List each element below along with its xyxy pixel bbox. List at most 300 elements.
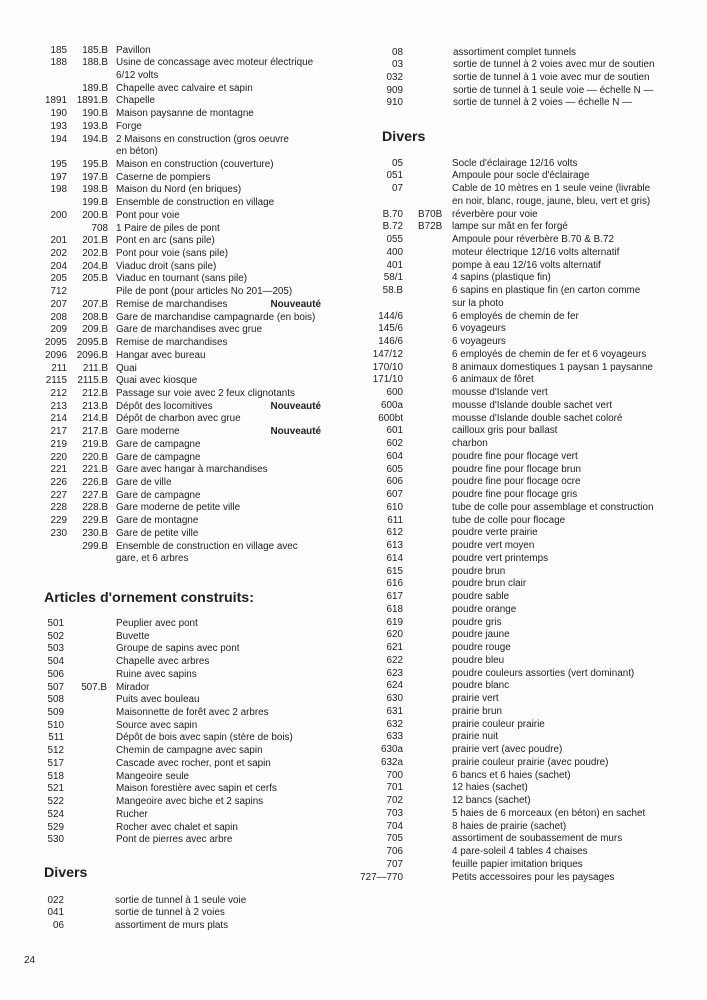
list-item	[0, 808, 707, 821]
list-item	[0, 260, 707, 273]
article-number: 700	[386, 769, 403, 781]
article-description: Gare moderne de petite ville	[116, 502, 241, 514]
list-item	[0, 731, 707, 744]
article-reference: 202.B	[82, 248, 108, 260]
article-number: 205	[50, 273, 67, 285]
article-number: 633	[386, 731, 403, 743]
article-number: 706	[386, 846, 403, 857]
list-item	[0, 183, 707, 196]
article-description: Forge	[116, 120, 142, 132]
article-description: Maison en construction (couverture)	[116, 158, 274, 170]
article-description: Buvette	[116, 630, 150, 642]
article-description: Hangar avec bureau	[116, 349, 206, 361]
article-number: 229	[50, 515, 67, 527]
list-item	[0, 121, 707, 134]
article-description: Gare de petite ville	[116, 527, 199, 539]
article-description: lampe sur mât en fer forgé	[452, 221, 568, 233]
article-description: sortie de tunnel à 2 voies	[115, 907, 225, 919]
article-reference: B72B	[418, 221, 443, 233]
article-description: poudre orange	[452, 603, 517, 615]
article-number: 503	[47, 643, 64, 655]
article-number: 032	[386, 71, 403, 83]
article-description: Viaduc en tournant (sans pile)	[116, 273, 248, 285]
article-number: 200	[50, 209, 67, 221]
article-number: 227	[50, 489, 67, 501]
article-reference: 221.B	[82, 464, 108, 476]
article-number: 704	[386, 820, 403, 832]
list-item	[0, 221, 707, 234]
list-item	[0, 387, 707, 400]
article-description: Remise de marchandises	[116, 298, 228, 310]
article-number: 522	[47, 796, 64, 808]
list-item	[0, 757, 707, 770]
article-number: 204	[50, 260, 67, 272]
article-description: prairie couleur prairie	[452, 718, 545, 730]
article-description: poudre couleurs assorties (vert dominant)	[452, 667, 635, 679]
article-reference: 205.B	[82, 273, 108, 285]
list-item	[0, 97, 707, 110]
article-reference: 188.B	[82, 57, 108, 69]
article-number: 632a	[381, 756, 403, 768]
article-reference: 214.B	[82, 413, 108, 425]
article-reference: 220.B	[82, 451, 108, 463]
article-number: 601	[386, 425, 403, 437]
list-item	[0, 44, 707, 60]
article-description: Dépôt des locomitives	[116, 400, 213, 412]
article-reference: 219.B	[82, 438, 108, 450]
article-description: Gare moderne	[116, 426, 180, 438]
article-description: Maison paysanne de montagne	[116, 108, 254, 120]
article-description: charbon	[452, 438, 488, 449]
article-description: Chapelle	[116, 95, 155, 107]
article-number: 507	[47, 681, 64, 693]
article-number: 518	[47, 770, 64, 782]
list-item	[0, 438, 707, 451]
article-reference: 189.B	[82, 82, 108, 94]
article-description: Source avec sapin	[116, 719, 198, 731]
article-number: 617	[386, 591, 403, 602]
article-number: 07	[392, 183, 403, 194]
article-reference: 197.B	[82, 171, 108, 183]
article-description: 6 voyageurs	[452, 336, 506, 347]
article-reference: 207.B	[82, 298, 108, 310]
article-reference: 299.B	[82, 540, 108, 552]
article-number: 621	[386, 642, 403, 653]
article-number: 610	[386, 501, 403, 513]
article-number: 707	[386, 858, 403, 870]
list-item	[0, 604, 707, 617]
article-number: 58/1	[383, 272, 403, 284]
article-number: 190	[50, 108, 67, 120]
list-item	[0, 234, 707, 247]
list-item	[0, 795, 707, 808]
article-reference: 199.B	[82, 197, 108, 209]
article-description: Usine de concassage avec moteur électrique	[116, 57, 314, 69]
article-reference: 228.B	[82, 502, 108, 514]
list-item	[0, 247, 707, 260]
list-item	[0, 336, 707, 349]
article-description: Gare de marchandise campagnarde (en bois)	[116, 311, 316, 323]
list-item	[0, 400, 707, 413]
article-number: 212	[50, 387, 67, 399]
article-description: poudre jaune	[452, 629, 510, 641]
list-item	[0, 362, 707, 375]
article-description: cailloux gris pour ballast	[452, 425, 558, 437]
list-item	[0, 920, 707, 933]
article-number: 612	[386, 527, 403, 539]
list-item	[0, 859, 707, 872]
article-description: poudre fine pour flocage vert	[452, 450, 578, 462]
article-number: 910	[386, 97, 403, 109]
article-number: 606	[386, 476, 403, 488]
article-description: tube de colle pour flocage	[452, 514, 566, 526]
article-reference: 2115.B	[77, 375, 108, 387]
article-description: Maisonnette de forêt avec 2 arbres	[116, 707, 269, 719]
article-description: Chapelle avec calvaire et sapin	[116, 82, 253, 94]
new-badge: Nouveauté	[270, 426, 321, 438]
article-description: 6 sapins en plastique fin (en carton comme	[452, 285, 641, 296]
article-description: Gare de ville	[116, 476, 172, 488]
article-reference: 204.B	[82, 260, 108, 272]
list-item	[0, 629, 707, 642]
article-number: 512	[47, 745, 64, 757]
article-number: 712	[50, 286, 67, 298]
list-item	[0, 540, 707, 553]
article-description: Puits avec bouleau	[116, 694, 200, 706]
article-number: 619	[386, 616, 403, 628]
article-description: tube de colle pour assemblage et construction	[452, 501, 654, 513]
article-description: Gare de campagne	[116, 451, 201, 463]
article-reference: 230.B	[82, 527, 108, 539]
article-description: 6 employés de chemin de fer	[452, 310, 579, 322]
article-description: réverbère pour voie	[452, 208, 538, 220]
list-item	[0, 782, 707, 795]
article-number: 602	[386, 438, 403, 449]
article-number: 530	[47, 834, 64, 846]
article-description: Rocher avec chalet et sapin	[116, 821, 238, 833]
article-number: 501	[47, 618, 64, 629]
article-number: 508	[47, 694, 64, 706]
article-description: Dépôt de charbon avec grue	[116, 413, 241, 425]
list-item	[0, 158, 707, 171]
article-description: 4 sapins (plastique fin)	[452, 272, 551, 284]
list-item	[0, 642, 707, 655]
article-number: 197	[50, 171, 67, 183]
list-item	[0, 425, 707, 438]
list-item	[0, 349, 707, 362]
article-description: 2 Maisons en construction (gros oeuvre	[116, 133, 289, 145]
article-number: 510	[47, 719, 64, 731]
article-description: prairie couleur prairie (avec poudre)	[452, 756, 609, 768]
article-description: Maison du Nord (en briques)	[116, 184, 242, 196]
section-heading-divers-left: Divers	[44, 865, 88, 881]
article-reference: 198.B	[82, 184, 108, 196]
article-number: 605	[386, 463, 403, 475]
article-number: 624	[386, 680, 403, 692]
list-item	[0, 553, 707, 566]
list-item	[0, 134, 707, 147]
article-reference: 194.B	[82, 133, 108, 145]
article-number: 524	[47, 808, 64, 820]
article-description: Gare de campagne	[116, 438, 201, 450]
article-description: Ampoule pour réverbère B.70 & B.72	[452, 234, 614, 245]
article-description: Mangeoire avec biche et 2 sapins	[116, 796, 264, 808]
list-item	[0, 82, 707, 98]
article-number: B.72	[382, 221, 403, 233]
article-description: 12 bancs (sachet)	[452, 795, 531, 806]
article-number: 616	[386, 578, 403, 590]
list-item	[0, 311, 707, 324]
list-item	[0, 833, 707, 846]
article-description: Dépôt de bois avec sapin (stère de bois)	[116, 732, 293, 744]
article-description: Mirador	[116, 681, 150, 693]
article-reference: 2095.B	[76, 337, 108, 349]
article-number: 1891	[45, 95, 67, 107]
article-description: poudre fine pour flocage gris	[452, 489, 578, 500]
article-number: 217	[50, 426, 67, 438]
article-description: sortie de tunnel à 1 seule voie — échelle N —	[453, 84, 654, 96]
article-number: 193	[50, 120, 67, 132]
list-item	[0, 668, 707, 681]
article-number: 198	[50, 184, 67, 196]
article-number: 517	[47, 757, 64, 769]
article-description: mousse d'Islande vert	[452, 387, 548, 398]
article-description-continued: 6/12 volts	[116, 69, 159, 81]
list-item	[0, 617, 707, 630]
article-reference: 201.B	[82, 235, 108, 247]
article-description: poudre brun	[452, 565, 506, 577]
article-number: 701	[386, 782, 403, 794]
article-number: 614	[386, 552, 403, 564]
list-item	[0, 323, 707, 336]
list-item	[0, 489, 707, 502]
list-item	[0, 59, 707, 72]
article-description: 5 haies de 6 morceaux (en béton) en sachet	[452, 807, 646, 819]
article-description: Ruine avec sapins	[116, 668, 197, 680]
article-reference: 212.B	[82, 387, 108, 399]
article-reference: 209.B	[82, 324, 108, 336]
list-item	[0, 566, 707, 579]
article-number: 909	[386, 84, 403, 96]
article-number: 2115	[45, 375, 67, 387]
article-description: Socle d'éclairage 12/16 volts	[452, 157, 578, 169]
article-number: 208	[50, 311, 67, 323]
list-item	[0, 578, 707, 591]
article-description: Remise de marchandises	[116, 337, 228, 349]
list-item	[0, 413, 707, 426]
article-description: sortie de tunnel à 2 voies — échelle N —	[453, 97, 632, 109]
article-description: Caserne de pompiers	[116, 171, 211, 183]
article-description-continued: sur la photo	[452, 297, 504, 309]
list-item	[0, 451, 707, 464]
article-description: Chapelle avec arbres	[116, 656, 210, 668]
article-number: 632	[386, 718, 403, 730]
list-item	[0, 476, 707, 489]
article-description: sortie de tunnel à 1 voie avec mur de soutien	[453, 71, 650, 83]
article-number: 622	[386, 654, 403, 666]
article-number: 195	[50, 158, 67, 170]
list-item	[0, 821, 707, 834]
article-number: 400	[386, 246, 403, 258]
article-number: 219	[50, 438, 67, 450]
article-reference: 190.B	[82, 108, 108, 120]
article-number: 611	[387, 514, 403, 526]
article-number: 613	[386, 540, 403, 551]
article-description: assortiment de murs plats	[115, 919, 229, 931]
article-description: prairie brun	[452, 705, 502, 717]
article-number: 705	[386, 833, 403, 845]
article-reference: 227.B	[82, 489, 108, 501]
list-item	[0, 285, 707, 298]
article-description: poudre gris	[452, 616, 502, 628]
new-badge: Nouveauté	[270, 298, 321, 310]
article-description: poudre fine pour flocage ocre	[452, 476, 581, 488]
section-heading-divers-right: Divers	[382, 129, 426, 145]
article-description: Peuplier avec pont	[116, 618, 198, 629]
article-number: 600a	[381, 399, 403, 411]
article-description: prairie vert (avec poudre)	[452, 744, 563, 755]
article-number: 607	[386, 489, 403, 500]
article-number: 06	[53, 919, 64, 931]
list-item	[0, 706, 707, 719]
article-number: 230	[50, 527, 67, 539]
article-reference: 213.B	[82, 400, 108, 412]
article-description: Passage sur voie avec 2 feux clignotants	[116, 387, 295, 399]
article-description: Groupe de sapins avec pont	[116, 643, 240, 655]
list-item	[0, 744, 707, 757]
article-description: Maison forestière avec sapin et cerfs	[116, 783, 277, 795]
article-description: Pont en arc (sans pile)	[116, 235, 215, 247]
article-description: poudre verte prairie	[452, 527, 538, 539]
article-description: Petits accessoires pour les paysages	[452, 871, 615, 883]
article-reference: B70B	[418, 208, 443, 220]
article-description: Viaduc droit (sans pile)	[116, 260, 217, 272]
list-item	[0, 272, 707, 285]
article-reference: 217.B	[82, 426, 108, 438]
article-description: 6 employés de chemin de fer et 6 voyageurs	[452, 348, 647, 360]
article-number: 03	[392, 59, 403, 71]
article-number: 201	[50, 235, 67, 247]
article-number: 228	[50, 502, 67, 514]
list-item	[0, 374, 707, 387]
list-item	[0, 655, 707, 668]
article-description: poudre blanc	[452, 680, 510, 692]
article-description: 1 Paire de piles de pont	[116, 222, 220, 234]
article-number: 194	[50, 133, 67, 145]
article-description: Chemin de campagne avec sapin	[116, 745, 263, 757]
article-number: 144/6	[378, 310, 403, 322]
article-description: Ampoule pour socle d'éclairage	[452, 170, 590, 182]
article-description: poudre bleu	[452, 654, 505, 666]
article-description: Pavillon	[116, 44, 151, 56]
article-description: Pont pour voie (sans pile)	[116, 248, 228, 260]
article-reference: 200.B	[82, 209, 108, 221]
article-description: Ensemble de construction en village	[116, 197, 275, 209]
article-description: 12 haies (sachet)	[452, 782, 528, 794]
article-number: 209	[50, 324, 67, 336]
article-number: 2096	[45, 349, 67, 361]
article-description: 4 pare-soleil 4 tables 4 chaises	[452, 846, 588, 857]
list-item	[0, 770, 707, 783]
article-number: 511	[48, 732, 64, 744]
list-item	[0, 69, 707, 85]
article-number: 506	[47, 668, 64, 680]
article-description: poudre rouge	[452, 642, 511, 653]
article-number: 147/12	[372, 348, 403, 360]
article-number: 58.B	[382, 285, 403, 296]
article-description: 8 haies de prairie (sachet)	[452, 820, 567, 832]
article-description-continued: en noir, blanc, rouge, jaune, bleu, vert et gris)	[452, 195, 651, 207]
section-heading-ornament: Articles d'ornement construits:	[44, 590, 254, 606]
article-reference: 226.B	[82, 476, 108, 488]
list-item	[0, 591, 707, 604]
article-reference: 708	[91, 222, 108, 234]
article-description: Gare de campagne	[116, 489, 201, 501]
article-number: 055	[386, 234, 403, 245]
article-number: 188	[50, 57, 67, 69]
article-number: 170/10	[372, 361, 403, 373]
article-description: Quai	[116, 362, 137, 374]
list-item	[0, 719, 707, 732]
article-number: 600bt	[378, 412, 403, 424]
article-number: 051	[386, 170, 403, 182]
article-number: 146/6	[378, 336, 403, 347]
article-number: 202	[50, 248, 67, 260]
article-number: 207	[50, 298, 67, 310]
article-description: assortiment de soubassement de murs	[452, 833, 623, 845]
article-description: Pont pour voie	[116, 209, 180, 221]
article-description-continued: en béton)	[116, 146, 158, 158]
article-description: prairie vert	[452, 693, 499, 704]
article-number: 727—770	[360, 871, 403, 883]
article-description: feuille papier imitation briques	[452, 858, 583, 870]
article-description: poudre brun clair	[452, 578, 527, 590]
article-number: 521	[47, 783, 64, 795]
article-number: 022	[47, 894, 64, 906]
article-description: poudre sable	[452, 591, 510, 602]
article-number: 226	[50, 476, 67, 488]
article-number: 703	[386, 807, 403, 819]
list-item	[0, 502, 707, 515]
article-number: 623	[386, 667, 403, 679]
article-description: sortie de tunnel à 2 voies avec mur de soutien	[453, 59, 655, 71]
list-item	[0, 170, 707, 183]
article-number: 171/10	[372, 374, 403, 386]
article-number: 604	[386, 450, 403, 462]
article-number: 041	[47, 907, 64, 919]
article-number: 08	[392, 46, 403, 58]
article-description: poudre vert printemps	[452, 552, 549, 564]
article-description: assortiment complet tunnels	[453, 46, 576, 58]
article-description: pompe à eau 12/16 volts alternatif	[452, 259, 601, 271]
article-description: 6 voyageurs	[452, 323, 506, 335]
article-description: prairie nuit	[452, 731, 499, 743]
article-reference: 208.B	[82, 311, 108, 323]
article-description: Gare de marchandises avec grue	[116, 324, 263, 336]
article-reference: 193.B	[82, 120, 108, 132]
page-number: 24	[24, 955, 36, 966]
article-number: 509	[47, 707, 64, 719]
article-number: 600	[386, 387, 403, 398]
article-description: Pont de pierres avec arbre	[116, 834, 233, 846]
article-number: 211	[51, 362, 67, 374]
article-description-continued: gare, et 6 arbres	[116, 553, 189, 565]
article-description: Pile de pont (pour articles No 201—205)	[116, 286, 293, 298]
article-number: 221	[50, 464, 67, 476]
list-item	[0, 527, 707, 540]
article-number: B.70	[382, 208, 403, 220]
article-number: 618	[386, 603, 403, 615]
